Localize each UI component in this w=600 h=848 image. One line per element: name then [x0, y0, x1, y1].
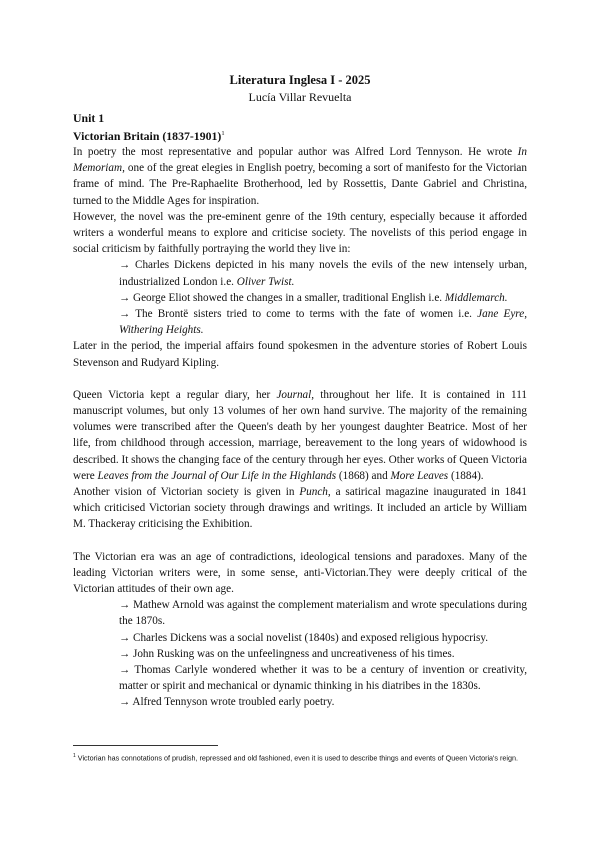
- arrow-icon: →: [119, 291, 131, 304]
- paragraph-punch: Another vision of Victorian society is given in Punch, a satirical magazine inaugurated in 1841 which criticised Victorian society through drawings and writings. It included an article by William M. Thackeray criticising the Exhibition.: [73, 485, 527, 531]
- list-item: → Charles Dickens depicted in his many novels the evils of the new intensely urban, industrialized London i.e. Oliver Twist.: [119, 259, 527, 288]
- footnote-text: Victorian has connotations of prudish, repressed and old fashioned, even it is used to describe things and events of Queen Victoria's reign.: [75, 753, 518, 763]
- arrow-icon: →: [119, 664, 131, 677]
- list-item: → Thomas Carlyle wondered whether it was to be a century of invention or creativity, matter or spirit and mechanical or dynamic thinking in his diatribes in the 1830s.: [119, 664, 527, 693]
- work-title: More Leaves: [390, 469, 449, 482]
- work-title: Middlemarch.: [444, 291, 508, 304]
- paragraph-spacer: [73, 371, 527, 387]
- work-title: Leaves from the Journal of Our Life in the Highlands: [97, 469, 337, 482]
- author-name: Lucía Villar Revuelta: [248, 90, 352, 104]
- document-title: Literatura Inglesa I - 2025: [229, 73, 371, 87]
- work-title: In Memoriam,: [73, 145, 527, 175]
- section-heading: [73, 126, 527, 144]
- list-item: → George Eliot showed the changes in a smaller, traditional English i.e. Middlemarch.: [119, 291, 508, 304]
- list-item: → Charles Dickens was a social novelist (1840s) and exposed religious hypocrisy.: [119, 631, 489, 644]
- footnote-number: 1: [73, 753, 76, 759]
- footnote: [73, 751, 527, 764]
- list-item: → Alfred Tennyson wrote troubled early poetry.: [119, 696, 335, 709]
- footnote-divider: [73, 745, 218, 746]
- paragraph-poetry: In poetry the most representative and popular author was Alfred Lord Tennyson. He wrote In Memoriam, one of the great elegies in English poetry, becoming a sort of manifesto for the Victorian frame of mind. The Pre-Raphaelite Brotherhood, led by Rossettis, Dante Gabriel and Christina, turned to the Middle Ages for inspiration.: [73, 145, 527, 207]
- paragraph-novel: However, the novel was the pre-eminent genre of the 19th century, especially because it afforded writers a wonderful means to explore and criticise society. The novelists of this period engage in social criticism by faithfully portraying the world they live in:: [73, 210, 527, 256]
- list-item: → Mathew Arnold was against the complement materialism and wrote speculations during the 1870s.: [119, 599, 527, 628]
- paragraph-queen-victoria: Queen Victoria kept a regular diary, her Journal, throughout her life. It is contained in 111 manuscript volumes, but only 13 volumes of her own hand survive. The majority of the remaining volumes were transcribed after the Queen's death by her youngest daughter Beatrice. Most of her life, from childhood through accession, marriage, bereavement to the long years of widowhood is described. It shows the changing face of the century through her eyes. Other works of Queen Victoria were Leaves from the Journal of Our Life in the Highlands (1868) and More Leaves (1884).: [73, 388, 527, 482]
- arrow-icon: →: [119, 259, 131, 272]
- paragraph-contradictions: The Victorian era was an age of contradictions, ideological tensions and paradoxes. Many of the leading Victorian writers were, in some sense, anti-Victorian.They were deeply critical of the Victorian attitudes of their own age.: [73, 550, 527, 595]
- arrow-icon: →: [119, 307, 131, 320]
- work-title: Punch,: [299, 485, 331, 498]
- list-item: → The Brontë sisters tried to come to terms with the fate of women i.e. Jane Eyre, Withering Heights.: [119, 307, 527, 337]
- arrow-icon: →: [119, 647, 131, 660]
- section-title: Victorian Britain (1837-1901): [73, 128, 222, 143]
- work-title: Journal,: [276, 388, 315, 401]
- paragraph-spacer: [73, 533, 527, 549]
- unit-heading: Unit 1: [73, 111, 105, 125]
- list-item: → John Rusking was on the unfeelingness and uncreativeness of his times.: [119, 647, 455, 660]
- work-title: Jane Eyre, Withering Heights.: [119, 307, 527, 337]
- footnote-reference[interactable]: 1: [221, 130, 225, 137]
- arrow-icon: →: [119, 696, 131, 709]
- paragraph-imperial: Later in the period, the imperial affairs found spokesmen in the adventure stories of Robert Louis Stevenson and Rudyard Kipling.: [73, 340, 527, 369]
- arrow-icon: →: [119, 631, 131, 644]
- work-title: Oliver Twist.: [236, 275, 295, 288]
- arrow-icon: →: [119, 599, 131, 612]
- document-body: [73, 72, 527, 711]
